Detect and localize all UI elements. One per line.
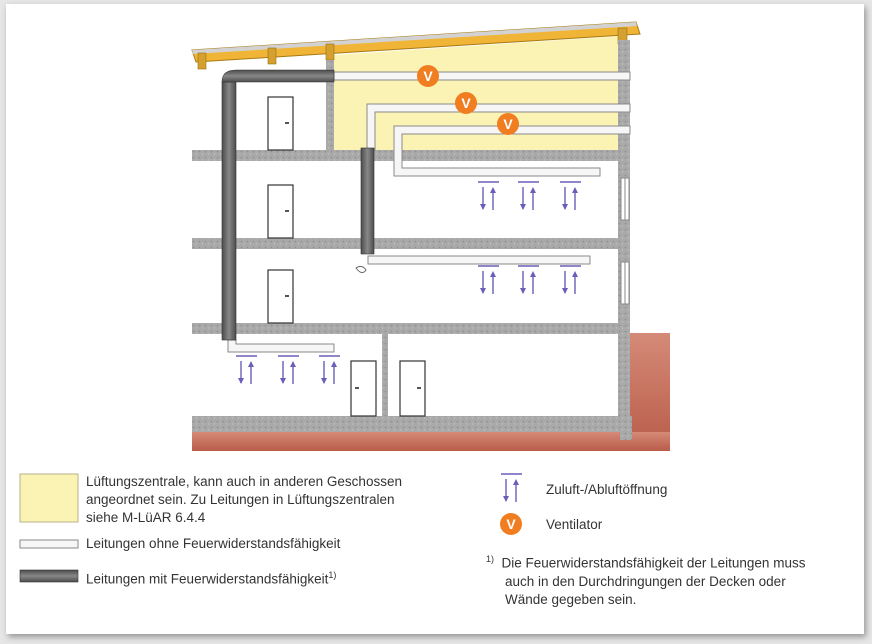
airflow-opening-4: [478, 266, 499, 294]
legend-fire-duct-text: [86, 566, 336, 589]
airflow-opening-1: [478, 182, 499, 210]
footnote-line3: Wände gegeben sein.: [505, 591, 637, 607]
legend-plain-duct-swatch: [20, 540, 78, 548]
svg-text:V: V: [423, 68, 433, 84]
legend-airflow-symbol: [501, 474, 522, 502]
legend-plain-duct-text: Leitungen ohne Feuerwiderstandsfähigkeit: [86, 536, 341, 551]
exterior-wall-right: [618, 40, 630, 432]
legend-fire-duct-label: Leitungen mit Feuerwiderstandsfähigkeit: [86, 571, 329, 587]
damper-symbol: [356, 266, 366, 272]
legend-fire-duct-swatch: [20, 570, 78, 582]
basement-wall-1: [382, 334, 388, 416]
footnote: [486, 550, 856, 609]
legend-fire-duct-sup: 1): [328, 570, 337, 580]
footnote-line1: Die Feuerwiderstandsfähigkeit der Leitungen muss: [501, 555, 806, 571]
legend-fan-text: Ventilator: [546, 517, 603, 532]
legend-ventroom-text: [86, 473, 402, 527]
airflow-opening-9: [319, 356, 340, 384]
airflow-opening-5: [518, 266, 539, 294]
footnote-line2: auch in den Durchdringungen der Decken oder: [505, 573, 786, 589]
legend-ventroom-line3: siehe M-LüAR 6.4.4: [86, 510, 206, 525]
airflow-opening-8: [278, 356, 299, 384]
airflow-opening-7: [236, 356, 257, 384]
airflow-opening-3: [560, 182, 581, 210]
legend-fan-icon-label: V: [506, 516, 516, 532]
svg-text:V: V: [461, 95, 471, 111]
svg-text:V: V: [503, 116, 513, 132]
legend-airflow-icon: [501, 474, 522, 502]
legend-ventroom-line1: Lüftungszentrale, kann auch in anderen Geschossen: [86, 474, 402, 489]
ventilation-room: [334, 36, 622, 152]
footnote-marker: 1): [486, 554, 495, 564]
legend-ventroom-swatch: [20, 474, 78, 522]
legend-ventroom-line2: angeordnet sein. Zu Leitungen in Lüftungszentralen: [86, 492, 395, 507]
airflow-opening-2: [518, 182, 539, 210]
ground-under-building: [192, 432, 670, 451]
legend-airflow-text: Zuluft-/Abluftöffnung: [546, 482, 668, 497]
airflow-opening-6: [560, 266, 581, 294]
